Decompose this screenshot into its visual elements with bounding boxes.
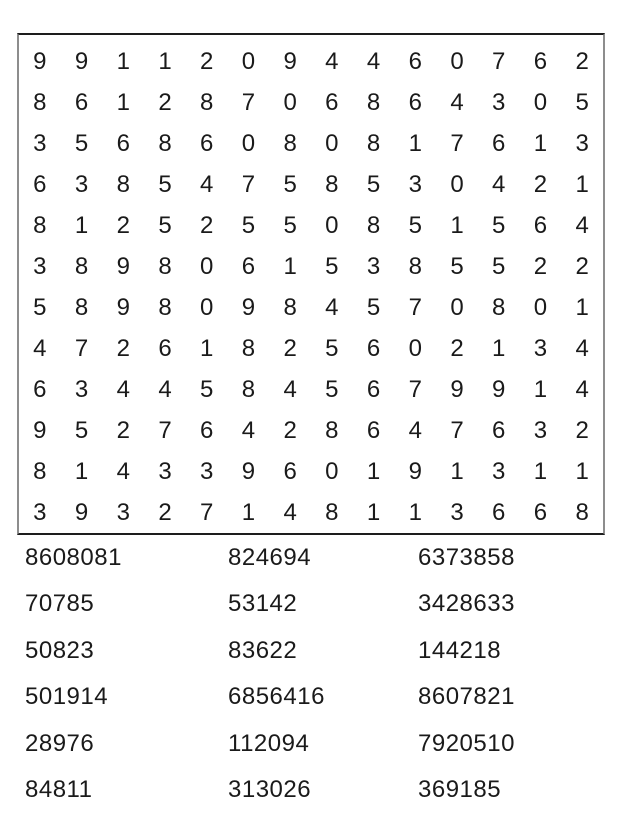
grid-digit-r12c6: 1	[241, 498, 256, 526]
grid-digit-r5c8: 0	[325, 211, 339, 239]
grid-digit-r1c6: 0	[241, 47, 256, 75]
grid-digit-r3c2: 5	[74, 129, 89, 157]
grid-digit-r11c2: 1	[74, 457, 89, 485]
grid-digit-r5c11: 1	[450, 211, 464, 239]
grid-digit-r5c6: 5	[241, 211, 256, 239]
grid-digit-r9c6: 8	[241, 375, 256, 403]
grid-digit-r9c2: 3	[74, 375, 89, 403]
grid-digit-r6c1: 3	[33, 252, 47, 280]
grid-digit-r8c9: 6	[366, 334, 381, 362]
grid-digit-r7c9: 5	[366, 293, 381, 321]
number-list-item: 6856416	[228, 683, 325, 711]
grid-digit-r7c4: 8	[158, 293, 172, 321]
grid-digit-r12c1: 3	[33, 498, 47, 526]
grid-digit-r5c13: 6	[533, 211, 548, 239]
number-list-item: 369185	[418, 775, 502, 803]
grid-digit-r3c6: 0	[241, 129, 256, 157]
grid-digit-r10c7: 2	[283, 416, 297, 444]
grid-digit-r7c7: 8	[283, 293, 297, 321]
grid-digit-r2c11: 4	[450, 88, 464, 116]
grid-digit-r7c1: 5	[33, 293, 47, 321]
grid-digit-r8c14: 4	[575, 334, 589, 362]
grid-digit-r7c3: 9	[116, 293, 130, 321]
grid-digit-r1c11: 0	[450, 47, 464, 75]
number-list-item: 144218	[418, 636, 502, 664]
grid-digit-r10c14: 2	[575, 416, 589, 444]
grid-digit-r3c13: 1	[533, 129, 548, 157]
grid-digit-r1c7: 9	[283, 47, 297, 75]
number-list	[25, 546, 605, 824]
grid-digit-r4c10: 3	[408, 170, 422, 198]
number-list-item: 83622	[228, 636, 298, 664]
grid-digit-r8c2: 7	[74, 334, 89, 362]
grid-digit-r12c5: 7	[200, 498, 214, 526]
grid-digit-r9c7: 4	[283, 375, 297, 403]
grid-digit-r4c3: 8	[116, 170, 130, 198]
grid-digit-r9c8: 5	[325, 375, 339, 403]
grid-digit-r8c5: 1	[200, 334, 214, 362]
grid-digit-r9c11: 9	[450, 375, 464, 403]
grid-digit-r1c1: 9	[33, 47, 47, 75]
grid-digit-r3c7: 8	[283, 129, 297, 157]
grid-digit-r2c7: 0	[283, 88, 297, 116]
grid-digit-r9c1: 6	[33, 375, 47, 403]
number-list-item: 53142	[228, 590, 298, 618]
grid-digit-r2c6: 7	[241, 88, 256, 116]
grid-digit-r9c10: 7	[408, 375, 422, 403]
grid-digit-r1c14: 2	[575, 47, 589, 75]
grid-digit-r2c10: 6	[408, 88, 422, 116]
grid-digit-r8c1: 4	[33, 334, 47, 362]
grid-digit-r3c4: 8	[158, 129, 172, 157]
grid-digit-r11c4: 3	[158, 457, 172, 485]
grid-digit-r11c10: 9	[408, 457, 422, 485]
grid-digit-r1c12: 7	[492, 47, 506, 75]
grid-digit-r7c12: 8	[492, 293, 506, 321]
grid-digit-r3c11: 7	[450, 129, 464, 157]
grid-digit-r11c9: 1	[366, 457, 381, 485]
number-list-item: 8608081	[25, 544, 122, 571]
grid-digit-r10c6: 4	[241, 416, 256, 444]
grid-digit-r7c14: 1	[575, 293, 589, 321]
grid-digit-r7c13: 0	[533, 293, 548, 321]
grid-digit-r10c8: 8	[325, 416, 339, 444]
grid-digit-r12c7: 4	[283, 498, 297, 526]
grid-digit-r4c12: 4	[492, 170, 506, 198]
number-list-item: 28976	[25, 729, 95, 757]
grid-digit-r10c13: 3	[533, 416, 548, 444]
grid-digit-r2c12: 3	[492, 88, 506, 116]
number-list-item: 84811	[25, 775, 93, 803]
grid-digit-r1c4: 1	[158, 47, 172, 75]
grid-digit-r2c2: 6	[74, 88, 89, 116]
grid-digit-r1c13: 6	[533, 47, 548, 75]
grid-digit-r2c8: 6	[325, 88, 339, 116]
grid-digit-r11c7: 6	[283, 457, 297, 485]
grid-digit-r3c3: 6	[116, 129, 130, 157]
grid-digit-r1c8: 4	[325, 47, 339, 75]
grid-digit-r7c11: 0	[450, 293, 464, 321]
grid-digit-r10c1: 9	[33, 416, 47, 444]
grid-digit-r3c12: 6	[492, 129, 506, 157]
grid-digit-r10c3: 2	[116, 416, 130, 444]
grid-digit-r6c13: 2	[533, 252, 548, 280]
grid-digit-r6c10: 8	[408, 252, 422, 280]
grid-digit-r1c10: 6	[408, 47, 422, 75]
grid-digit-r3c8: 0	[325, 129, 339, 157]
grid-digit-r9c3: 4	[116, 375, 130, 403]
grid-digit-r12c8: 8	[325, 498, 339, 526]
grid-digit-r11c12: 3	[492, 457, 506, 485]
grid-digit-r5c7: 5	[283, 211, 297, 239]
grid-digit-r2c1: 8	[33, 88, 47, 116]
grid-digit-r10c10: 4	[408, 416, 422, 444]
grid-digit-r6c11: 5	[450, 252, 464, 280]
grid-digit-r8c3: 2	[116, 334, 130, 362]
grid-digit-r12c11: 3	[450, 498, 464, 526]
number-list-item: 7920510	[418, 729, 515, 757]
grid-digit-r5c2: 1	[74, 211, 89, 239]
grid-digit-r12c3: 3	[116, 498, 130, 526]
grid-digit-r4c4: 5	[158, 170, 172, 198]
grid-digit-r7c10: 7	[408, 293, 422, 321]
grid-digit-r11c13: 1	[533, 457, 548, 485]
grid-digit-r5c14: 4	[575, 211, 589, 239]
grid-digit-r1c2: 9	[74, 47, 89, 75]
grid-digit-r10c9: 6	[366, 416, 381, 444]
grid-digit-r11c1: 8	[33, 457, 47, 485]
grid-digit-r6c7: 1	[283, 252, 297, 280]
number-list-item: 8607821	[418, 683, 515, 711]
number-list-item: 313026	[228, 775, 312, 803]
grid-digit-r9c5: 5	[200, 375, 214, 403]
grid-digit-r4c13: 2	[533, 170, 548, 198]
number-list-item: 3428633	[418, 590, 515, 618]
grid-digit-r6c14: 2	[575, 252, 589, 280]
grid-digit-r2c14: 5	[575, 88, 589, 116]
grid-digit-r3c10: 1	[408, 129, 422, 157]
grid-digit-r4c1: 6	[33, 170, 47, 198]
number-list-item: 501914	[25, 683, 109, 711]
grid-digit-r8c13: 3	[533, 334, 548, 362]
grid-digit-r10c11: 7	[450, 416, 464, 444]
grid-digit-r2c3: 1	[116, 88, 130, 116]
grid-digit-r12c10: 1	[408, 498, 422, 526]
grid-digit-r6c5: 0	[200, 252, 214, 280]
grid-digit-r2c9: 8	[366, 88, 381, 116]
grid-digit-r9c4: 4	[158, 375, 172, 403]
grid-digit-r7c5: 0	[200, 293, 214, 321]
grid-digit-r2c5: 8	[200, 88, 214, 116]
grid-digit-r5c5: 2	[200, 211, 214, 239]
grid-digit-r6c6: 6	[241, 252, 256, 280]
grid-digit-r7c6: 9	[241, 293, 256, 321]
grid-digit-r8c7: 2	[283, 334, 297, 362]
number-list-item: 6373858	[418, 544, 515, 571]
grid-digit-r4c9: 5	[366, 170, 381, 198]
grid-digit-r3c14: 3	[575, 129, 589, 157]
number-list-item: 824694	[228, 544, 312, 571]
grid-digit-r11c6: 9	[241, 457, 256, 485]
grid-digit-r11c5: 3	[200, 457, 214, 485]
grid-digit-r3c9: 8	[366, 129, 381, 157]
grid-digit-r10c2: 5	[74, 416, 89, 444]
grid-digit-r11c3: 4	[116, 457, 130, 485]
grid-digit-r8c11: 2	[450, 334, 464, 362]
grid-digit-r3c1: 3	[33, 129, 47, 157]
grid-digit-r6c4: 8	[158, 252, 172, 280]
number-list-item: 70785	[25, 590, 95, 618]
grid-digit-r6c8: 5	[325, 252, 339, 280]
grid-digit-r2c4: 2	[158, 88, 172, 116]
grid-digit-r3c5: 6	[200, 129, 214, 157]
grid-digit-r4c14: 1	[575, 170, 589, 198]
grid-digit-r4c8: 8	[325, 170, 339, 198]
grid-digit-r5c9: 8	[366, 211, 381, 239]
grid-digit-r2c13: 0	[533, 88, 548, 116]
grid-digit-r11c8: 0	[325, 457, 339, 485]
grid-digit-r4c5: 4	[200, 170, 214, 198]
grid-digit-r1c9: 4	[366, 47, 381, 75]
grid-digit-r5c3: 2	[116, 211, 130, 239]
number-list-item: 50823	[25, 636, 95, 664]
grid-digit-r6c2: 8	[74, 252, 89, 280]
grid-digit-r6c9: 3	[366, 252, 381, 280]
grid-digit-r9c9: 6	[366, 375, 381, 403]
grid-digit-r6c3: 9	[116, 252, 130, 280]
grid-digit-r4c6: 7	[241, 170, 256, 198]
grid-digit-r10c5: 6	[200, 416, 214, 444]
grid-digit-r8c10: 0	[408, 334, 422, 362]
grid-digit-r12c13: 6	[533, 498, 548, 526]
grid-digit-r12c4: 2	[158, 498, 172, 526]
grid-digit-r8c12: 1	[492, 334, 506, 362]
grid-digit-r7c2: 8	[74, 293, 89, 321]
grid-digit-r8c4: 6	[158, 334, 172, 362]
digit-grid	[17, 33, 605, 535]
grid-digit-r11c11: 1	[450, 457, 464, 485]
grid-digit-r7c8: 4	[325, 293, 339, 321]
grid-digit-r4c2: 3	[74, 170, 89, 198]
grid-digit-r1c5: 2	[200, 47, 214, 75]
grid-digit-r10c12: 6	[492, 416, 506, 444]
grid-digit-r9c12: 9	[492, 375, 506, 403]
grid-digit-r1c3: 1	[116, 47, 130, 75]
grid-digit-r12c12: 6	[492, 498, 506, 526]
grid-digit-r8c6: 8	[241, 334, 256, 362]
grid-digit-r5c12: 5	[492, 211, 506, 239]
grid-digit-r9c14: 4	[575, 375, 589, 403]
number-list-item: 112094	[228, 729, 310, 757]
grid-digit-r8c8: 5	[325, 334, 339, 362]
grid-digit-r12c2: 9	[74, 498, 89, 526]
grid-digit-r5c10: 5	[408, 211, 422, 239]
grid-digit-r12c9: 1	[366, 498, 381, 526]
grid-digit-r4c11: 0	[450, 170, 464, 198]
grid-digit-r10c4: 7	[158, 416, 172, 444]
grid-digit-r9c13: 1	[533, 375, 548, 403]
grid-digit-r12c14: 8	[575, 498, 589, 526]
grid-digit-r5c1: 8	[33, 211, 47, 239]
grid-digit-r6c12: 5	[492, 252, 506, 280]
grid-digit-r11c14: 1	[575, 457, 589, 485]
grid-digit-r4c7: 5	[283, 170, 297, 198]
grid-digit-r5c4: 5	[158, 211, 172, 239]
